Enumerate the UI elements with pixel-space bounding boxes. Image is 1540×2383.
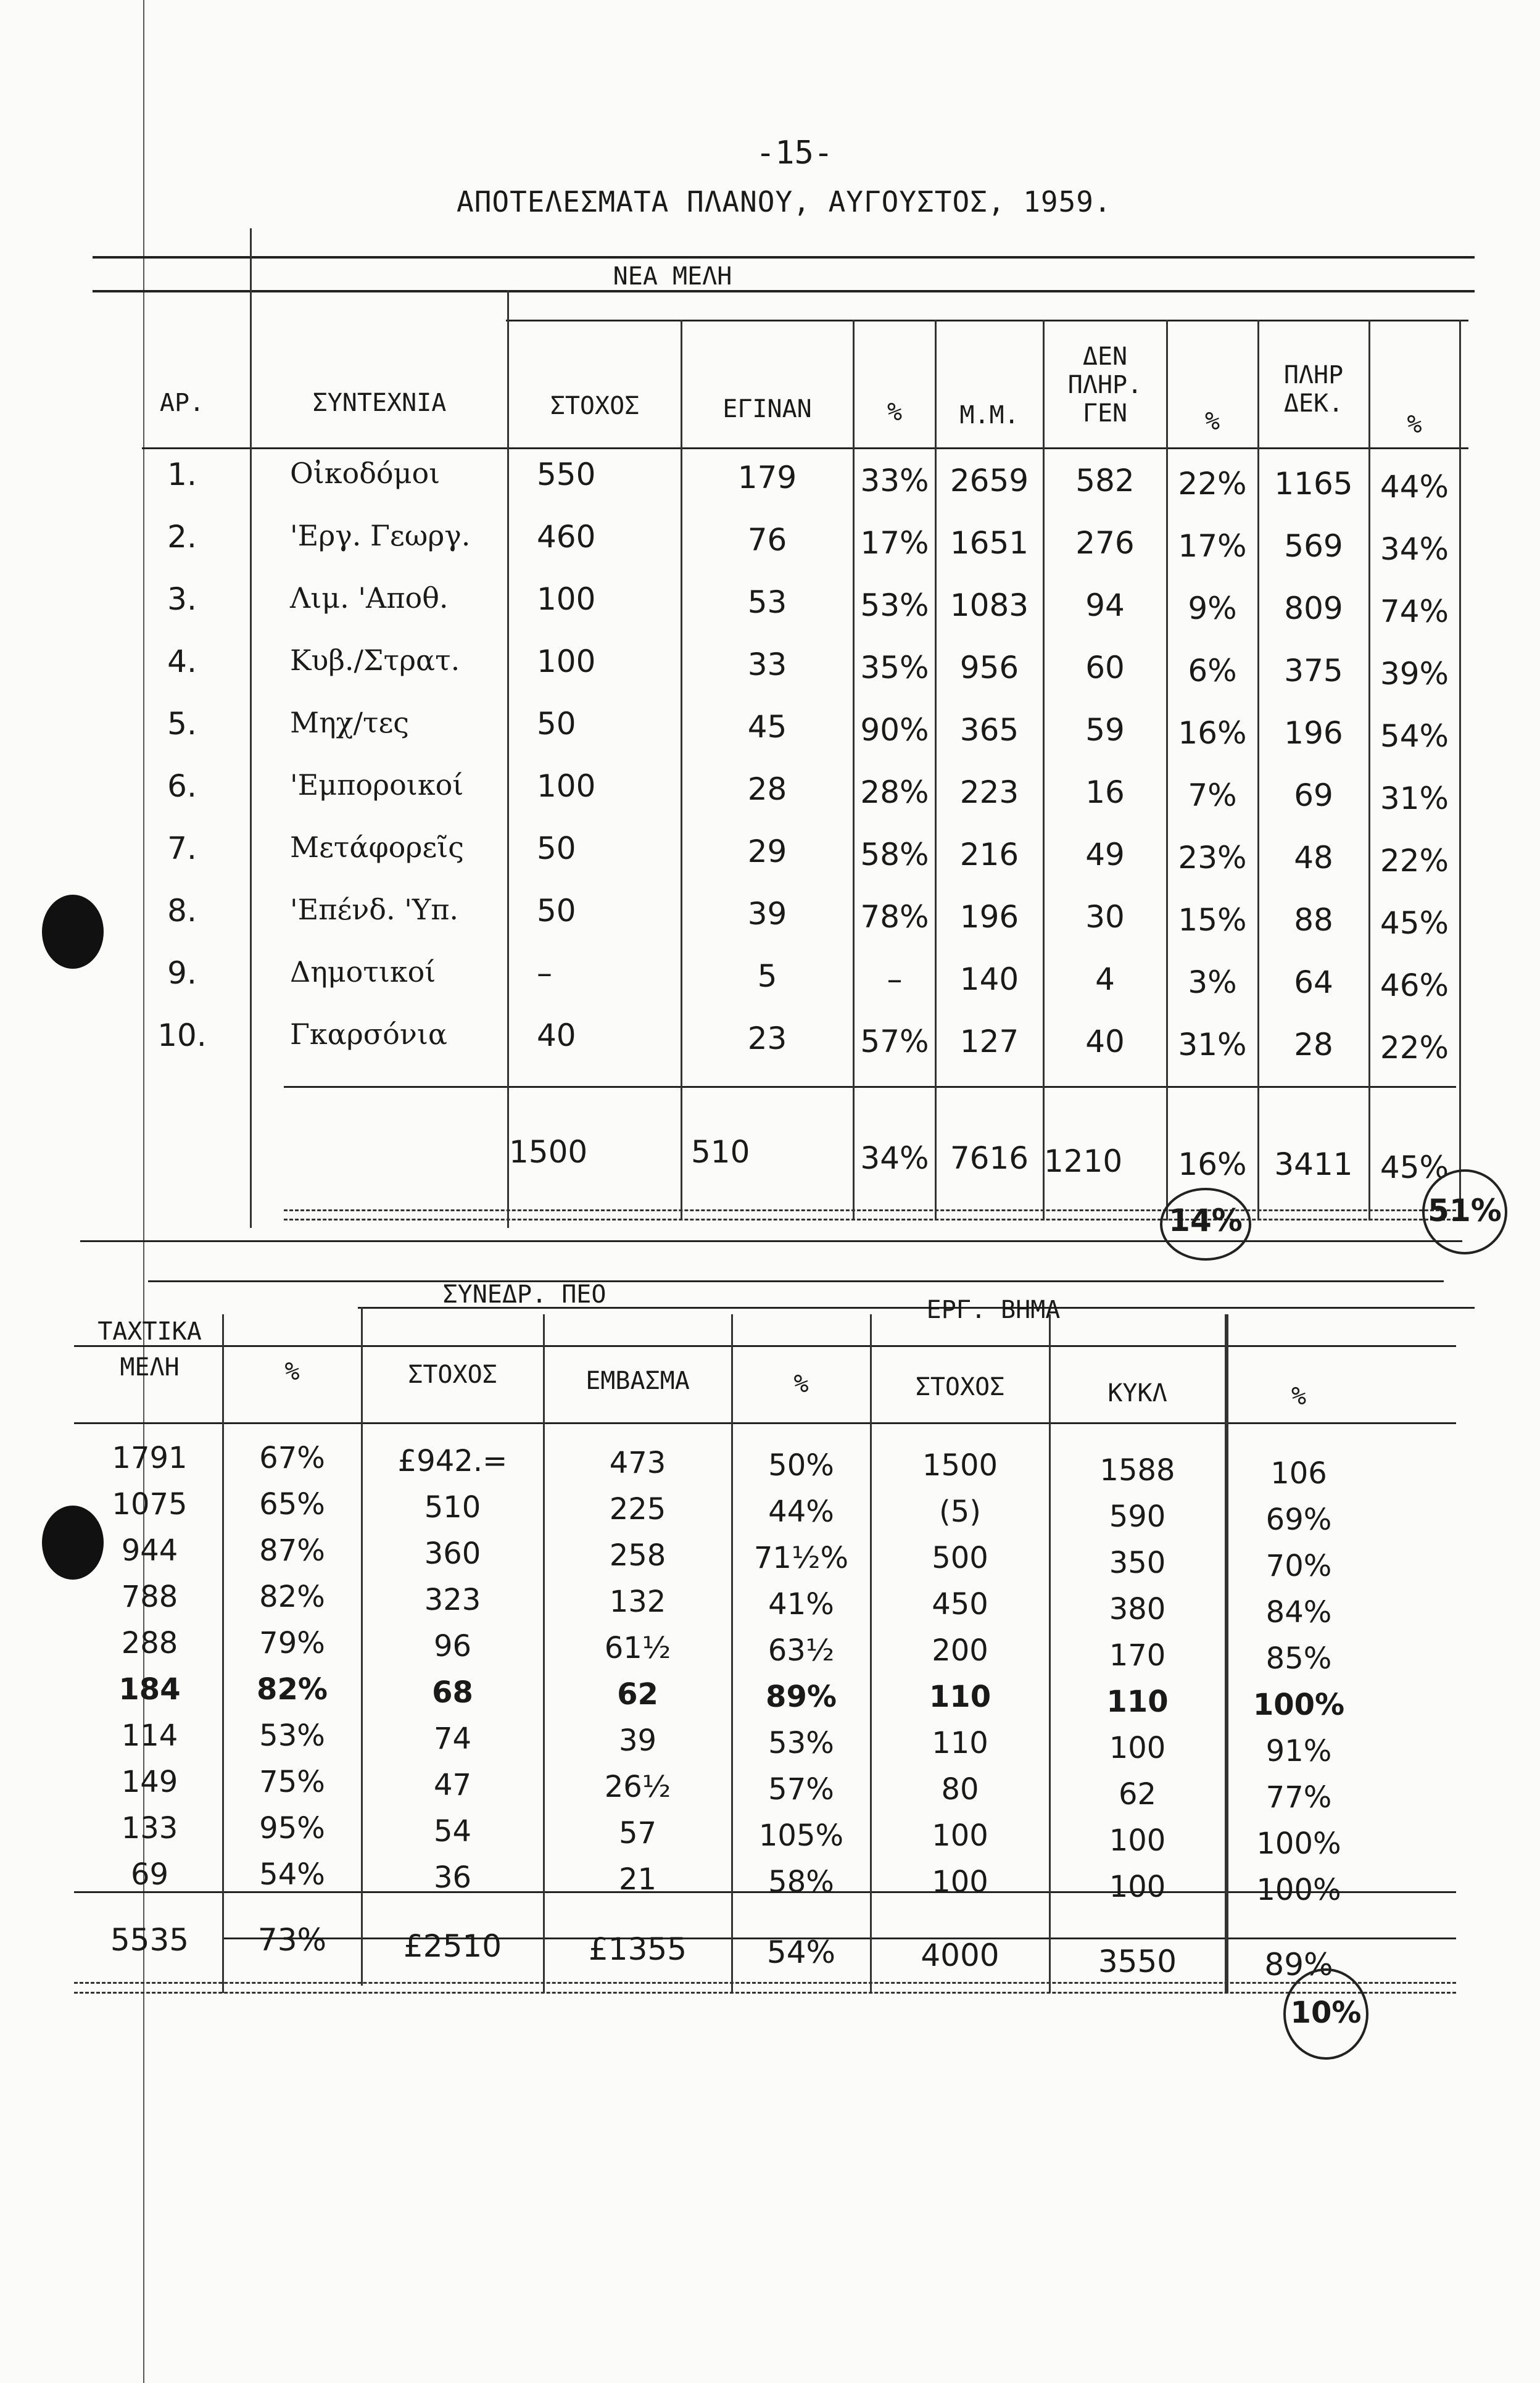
bottom-row-4-p1: 82%: [259, 1580, 325, 1614]
top-row-7-den: 49: [1085, 837, 1125, 872]
bottom-row-3-tm: 944: [121, 1533, 178, 1568]
col-header-pct1: %: [887, 398, 903, 426]
bottom-row-6-st2: 110: [929, 1680, 991, 1714]
bottom-row-5-p1: 79%: [259, 1626, 325, 1660]
den-line3: ΓΕΝ: [1082, 399, 1128, 428]
top-row-3-p1: 53%: [860, 587, 929, 623]
bottom-row-10-st: 36: [433, 1860, 472, 1895]
bottom-row-5-em: 61½: [604, 1631, 671, 1665]
top-row-7-stoxos: 50: [537, 831, 576, 866]
bottom-row-10-p2: 58%: [768, 1865, 834, 1899]
bottom-row-5-tm: 288: [121, 1626, 178, 1660]
bottom-row-9-p1: 95%: [259, 1811, 325, 1846]
bottom-row-7-kykl: 100: [1109, 1731, 1166, 1765]
bottom-row-8-em: 26½: [604, 1770, 671, 1804]
top-row-9-ar: 9.: [167, 955, 197, 991]
top-total-plir: 3411: [1274, 1146, 1353, 1182]
top-row-9-plir: 64: [1294, 964, 1333, 1000]
bottom-row-4-p2: 41%: [768, 1587, 834, 1622]
bottom-row-5-p3: 85%: [1265, 1641, 1332, 1676]
top-row-6-eginan: 28: [747, 771, 787, 807]
handwritten-circle: [1422, 1169, 1507, 1254]
bottom-row-7-st2: 110: [932, 1726, 988, 1760]
bottom-row-7-p3: 91%: [1265, 1734, 1332, 1768]
bottom-row-8-kykl: 62: [1118, 1777, 1157, 1812]
bottom-row-2-p1: 65%: [259, 1487, 325, 1522]
bottom-row-8-tm: 149: [121, 1765, 178, 1799]
top-row-6-p1: 28%: [860, 774, 929, 810]
top-row-7-p2: 23%: [1178, 840, 1247, 876]
page-title: ΑΠΟΤΕΛΕΣΜΑΤΑ ΠΛΑΝΟΥ, ΑΥΓΟΥΣΤΟΣ, 1959.: [457, 185, 1112, 218]
bottom-row-3-p3: 70%: [1265, 1549, 1332, 1583]
top-row-3-mm: 1083: [950, 587, 1029, 623]
top-row-8-den: 30: [1085, 899, 1125, 935]
top-row-2-stoxos: 460: [537, 519, 596, 555]
bottom-row-3-p2: 71½%: [753, 1541, 849, 1575]
top-row-8-p3: 45%: [1380, 905, 1449, 941]
bottom-row-7-tm: 114: [121, 1718, 178, 1753]
col-header-pct2: %: [1204, 407, 1220, 436]
bottom-row-9-kykl: 100: [1109, 1823, 1166, 1858]
top-row-7-plir: 48: [1294, 840, 1333, 876]
bottom-row-1-kykl: 1588: [1099, 1453, 1175, 1488]
top-row-10-den: 40: [1085, 1024, 1125, 1059]
bottom-row-10-p3: 100%: [1256, 1873, 1341, 1907]
bottom-row-2-kykl: 590: [1109, 1499, 1166, 1534]
top-row-3-stoxos: 100: [537, 581, 596, 617]
top-row-8-mm: 196: [959, 899, 1019, 935]
bottom-total-p1: 73%: [257, 1922, 327, 1958]
annotation-51: 51%: [1428, 1193, 1502, 1229]
top-row-6-stoxos: 100: [537, 768, 596, 804]
top-row-1-plir: 1165: [1274, 466, 1353, 502]
margin-line: [143, 0, 144, 2383]
top-row-10-p3: 22%: [1380, 1030, 1449, 1066]
bottom-row-1-p1: 67%: [259, 1441, 325, 1475]
top-row-4-ar: 4.: [167, 644, 197, 679]
bottom-row-4-p3: 84%: [1265, 1595, 1332, 1630]
handwritten-circle: [1283, 1968, 1368, 2060]
group-header-erg-vima: ΕΡΓ. ΒΗΜΑ: [926, 1296, 1061, 1324]
bottom-row-7-p1: 53%: [259, 1718, 325, 1753]
bottom-row-7-em: 39: [618, 1723, 657, 1758]
col-header-b-stoxos1: ΣΤΟΧΟΣ: [408, 1361, 497, 1389]
bottom-row-5-st: 96: [433, 1629, 472, 1664]
col-header-taktika-meli: [77, 1317, 222, 1382]
top-row-2-den: 276: [1075, 525, 1135, 561]
top-row-3-p3: 74%: [1380, 594, 1449, 629]
top-row-8-stoxos: 50: [537, 893, 576, 929]
top-row-1-p3: 44%: [1380, 469, 1449, 505]
top-row-3-ar: 3.: [167, 581, 197, 617]
bottom-row-9-st: 54: [433, 1814, 472, 1849]
bottom-row-4-em: 132: [609, 1585, 666, 1619]
top-row-3-p2: 9%: [1188, 591, 1237, 626]
bottom-row-6-p1: 82%: [257, 1672, 328, 1707]
annotation-10: 10%: [1290, 1996, 1362, 2030]
bottom-row-2-p3: 69%: [1265, 1502, 1332, 1537]
top-row-4-eginan: 33: [747, 647, 787, 682]
col-header-den-pliromenoi: [1044, 342, 1166, 428]
top-row-1-name: Οἰκοδόμοι: [290, 457, 441, 490]
top-row-6-name: 'Εμποροικοί: [290, 768, 464, 802]
bottom-row-3-p1: 87%: [259, 1533, 325, 1568]
top-row-5-plir: 196: [1284, 715, 1343, 751]
bottom-row-8-p2: 57%: [768, 1772, 834, 1807]
bottom-row-2-st2: (5): [939, 1494, 981, 1529]
bottom-row-4-kykl: 380: [1109, 1592, 1166, 1627]
top-row-2-eginan: 76: [747, 522, 787, 558]
top-row-5-p1: 90%: [860, 712, 929, 748]
bottom-row-3-em: 258: [609, 1538, 666, 1573]
top-row-3-eginan: 53: [747, 584, 787, 620]
top-row-2-p1: 17%: [860, 525, 929, 561]
bottom-row-9-em: 57: [618, 1816, 657, 1850]
top-row-3-den: 94: [1085, 587, 1125, 623]
bottom-row-2-p2: 44%: [768, 1494, 834, 1529]
page-number: -15-: [756, 135, 834, 172]
top-row-4-den: 60: [1085, 650, 1125, 686]
bottom-row-4-st2: 450: [932, 1587, 988, 1622]
bottom-row-5-p2: 63½: [768, 1633, 835, 1668]
bottom-row-8-st2: 80: [941, 1772, 979, 1807]
bottom-row-10-st2: 100: [932, 1865, 988, 1899]
top-row-8-ar: 8.: [167, 893, 197, 929]
bottom-row-2-st: 510: [424, 1490, 481, 1525]
top-row-7-name: Μετάφορεῖς: [290, 831, 465, 864]
col-header-pct3: %: [1407, 410, 1422, 439]
top-row-2-plir: 569: [1284, 528, 1343, 564]
bottom-row-3-st2: 500: [932, 1541, 988, 1575]
bottom-row-1-tm: 1791: [112, 1441, 188, 1475]
top-total-p2: 16%: [1178, 1146, 1247, 1182]
top-row-4-p1: 35%: [860, 650, 929, 686]
top-total-p1: 34%: [860, 1140, 929, 1176]
top-row-10-stoxos: 40: [537, 1017, 576, 1053]
top-row-9-p1: –: [887, 961, 903, 997]
bottom-row-2-em: 225: [609, 1492, 666, 1527]
bottom-row-10-p1: 54%: [259, 1857, 325, 1892]
bottom-row-6-p3: 100%: [1252, 1688, 1345, 1722]
top-row-4-p3: 39%: [1380, 656, 1449, 692]
top-row-8-plir: 88: [1294, 902, 1333, 938]
col-header-kykl: ΚΥΚΛ: [1107, 1379, 1167, 1407]
top-row-4-stoxos: 100: [537, 644, 596, 679]
bottom-row-3-kykl: 350: [1109, 1546, 1166, 1580]
col-header-syntexnia: ΣΥΝΤΕΧΝΙΑ: [312, 389, 447, 417]
top-row-1-p2: 22%: [1178, 466, 1247, 502]
top-row-9-mm: 140: [959, 961, 1019, 997]
bottom-total-st: £2510: [403, 1928, 502, 1964]
group-header-new-members: ΝΕΑ ΜΕΛΗ: [613, 262, 732, 291]
top-row-9-name: Δημοτικοί: [290, 955, 436, 988]
plir-line2: ΔΕΚ.: [1283, 389, 1344, 418]
top-row-4-name: Κυβ./Στρατ.: [290, 644, 460, 677]
bottom-row-8-st: 47: [433, 1768, 472, 1802]
bottom-row-4-st: 323: [424, 1583, 481, 1617]
top-row-7-eginan: 29: [747, 834, 787, 869]
col-header-b-pct3: %: [1291, 1382, 1307, 1411]
col-header-ar: ΑΡ.: [159, 389, 205, 417]
col-header-eginan: ΕΓΙΝΑΝ: [722, 395, 812, 423]
bottom-row-6-tm: 184: [118, 1672, 181, 1707]
top-row-4-mm: 956: [959, 650, 1019, 686]
top-row-4-plir: 375: [1284, 653, 1343, 689]
top-row-10-name: Γκαρσόνια: [290, 1017, 447, 1051]
bottom-row-6-kykl: 110: [1106, 1685, 1169, 1719]
bottom-row-9-st2: 100: [932, 1818, 988, 1853]
top-row-1-den: 582: [1075, 463, 1135, 499]
top-row-5-stoxos: 50: [537, 706, 576, 742]
bottom-row-7-st: 74: [433, 1722, 472, 1756]
top-row-5-den: 59: [1085, 712, 1125, 748]
bottom-row-10-tm: 69: [130, 1857, 169, 1892]
bottom-total-em: £1355: [588, 1931, 687, 1967]
den-line2: ΠΛΗΡ.: [1067, 371, 1143, 399]
top-row-9-stoxos: –: [537, 955, 552, 991]
top-row-5-name: Μηχ/τες: [290, 706, 410, 739]
top-row-1-stoxos: 550: [537, 457, 596, 492]
top-row-2-mm: 1651: [950, 525, 1029, 561]
bottom-row-8-p1: 75%: [259, 1765, 325, 1799]
taktika-line1: ΤΑΧΤΙΚΑ: [97, 1317, 202, 1346]
annotation-14: 14%: [1169, 1203, 1243, 1238]
top-row-9-den: 4: [1095, 961, 1115, 997]
bottom-row-9-p2: 105%: [758, 1818, 844, 1853]
top-row-10-ar: 10.: [157, 1017, 207, 1053]
bottom-row-1-st2: 1500: [922, 1448, 998, 1483]
top-row-10-p1: 57%: [860, 1024, 929, 1059]
handwritten-circle: [1160, 1188, 1251, 1261]
top-row-5-p2: 16%: [1178, 715, 1247, 751]
top-row-8-eginan: 39: [747, 896, 787, 932]
top-row-9-p2: 3%: [1188, 964, 1237, 1000]
top-row-10-mm: 127: [959, 1024, 1019, 1059]
group-header-synedr-peo: ΣΥΝΕΔΡ. ΠΕΟ: [442, 1280, 606, 1309]
top-row-7-p1: 58%: [860, 837, 929, 872]
bottom-row-4-tm: 788: [121, 1580, 178, 1614]
top-row-6-ar: 6.: [167, 768, 197, 804]
top-row-6-den: 16: [1085, 774, 1125, 810]
den-line1: ΔΕΝ: [1082, 342, 1128, 371]
top-row-2-name: 'Εργ. Γεωργ.: [290, 519, 471, 552]
col-header-mm: Μ.Μ.: [959, 401, 1019, 429]
bottom-row-10-kykl: 100: [1109, 1870, 1166, 1904]
top-row-7-ar: 7.: [167, 831, 197, 866]
top-row-4-p2: 6%: [1188, 653, 1237, 689]
top-total-p3: 45%: [1380, 1150, 1449, 1185]
bottom-row-6-p2: 89%: [766, 1680, 837, 1714]
top-row-9-eginan: 5: [757, 958, 777, 994]
top-row-5-ar: 5.: [167, 706, 197, 742]
col-header-embasma: ΕΜΒΑΣΜΑ: [586, 1367, 690, 1395]
bottom-row-1-em: 473: [609, 1446, 666, 1480]
top-total-mm: 7616: [950, 1140, 1029, 1176]
col-header-plir-dek: [1259, 361, 1368, 418]
bottom-total-st2: 4000: [921, 1937, 1000, 1973]
bottom-row-7-p2: 53%: [768, 1726, 834, 1760]
top-total-den: 1210: [1044, 1143, 1123, 1179]
top-row-1-p1: 33%: [860, 463, 929, 499]
top-row-5-p3: 54%: [1380, 718, 1449, 754]
bottom-row-10-em: 21: [618, 1862, 657, 1897]
top-row-7-p3: 22%: [1380, 843, 1449, 879]
bottom-total-tm: 5535: [110, 1922, 189, 1958]
top-row-7-mm: 216: [959, 837, 1019, 872]
bottom-row-1-p3: 106: [1270, 1456, 1327, 1491]
top-row-1-mm: 2659: [950, 463, 1029, 499]
top-row-3-plir: 809: [1284, 591, 1343, 626]
bottom-row-6-em: 62: [617, 1677, 658, 1712]
top-row-2-p2: 17%: [1178, 528, 1247, 564]
col-header-b-pct2: %: [793, 1370, 809, 1398]
taktika-line2: ΜΕΛΗ: [120, 1353, 180, 1382]
bottom-total-p2: 54%: [766, 1934, 836, 1970]
bottom-total-kykl: 3550: [1098, 1944, 1177, 1979]
col-header-b-pct1: %: [284, 1357, 300, 1386]
top-row-2-p3: 34%: [1380, 531, 1449, 567]
top-row-3-name: Λιμ. 'Αποθ.: [290, 581, 449, 615]
bottom-row-9-p3: 100%: [1256, 1826, 1341, 1861]
punch-hole: [42, 895, 104, 969]
col-header-b-stoxos2: ΣΤΟΧΟΣ: [915, 1373, 1005, 1401]
top-total-eginan: 510: [691, 1134, 750, 1170]
bottom-row-3-st: 360: [424, 1536, 481, 1571]
top-row-1-ar: 1.: [167, 457, 197, 492]
bottom-row-9-tm: 133: [121, 1811, 178, 1846]
bottom-row-2-tm: 1075: [112, 1487, 188, 1522]
bottom-row-6-st: 68: [432, 1675, 473, 1710]
bottom-row-1-p2: 50%: [768, 1448, 834, 1483]
top-total-stoxos: 1500: [509, 1134, 588, 1170]
top-row-6-mm: 223: [959, 774, 1019, 810]
top-row-5-mm: 365: [959, 712, 1019, 748]
plir-line1: ΠΛΗΡ: [1283, 361, 1344, 389]
bottom-row-1-st: £942.=: [397, 1444, 508, 1478]
top-row-1-eginan: 179: [737, 460, 797, 495]
top-row-10-plir: 28: [1294, 1027, 1333, 1063]
bottom-total-p3: 89%: [1264, 1947, 1333, 1983]
top-row-6-p2: 7%: [1188, 777, 1237, 813]
top-row-5-eginan: 45: [747, 709, 787, 745]
top-row-6-p3: 31%: [1380, 781, 1449, 816]
top-row-8-p1: 78%: [860, 899, 929, 935]
top-row-8-p2: 15%: [1178, 902, 1247, 938]
bottom-row-5-st2: 200: [932, 1633, 988, 1668]
top-row-2-ar: 2.: [167, 519, 197, 555]
top-row-9-p3: 46%: [1380, 968, 1449, 1003]
bottom-row-8-p3: 77%: [1265, 1780, 1332, 1815]
col-header-stoxos: ΣΤΟΧΟΣ: [550, 392, 640, 420]
top-row-10-eginan: 23: [747, 1021, 787, 1056]
top-row-6-plir: 69: [1294, 777, 1333, 813]
top-row-10-p2: 31%: [1178, 1027, 1247, 1063]
top-row-8-name: 'Επένδ. 'Υπ.: [290, 893, 459, 926]
bottom-row-5-kykl: 170: [1109, 1638, 1166, 1673]
